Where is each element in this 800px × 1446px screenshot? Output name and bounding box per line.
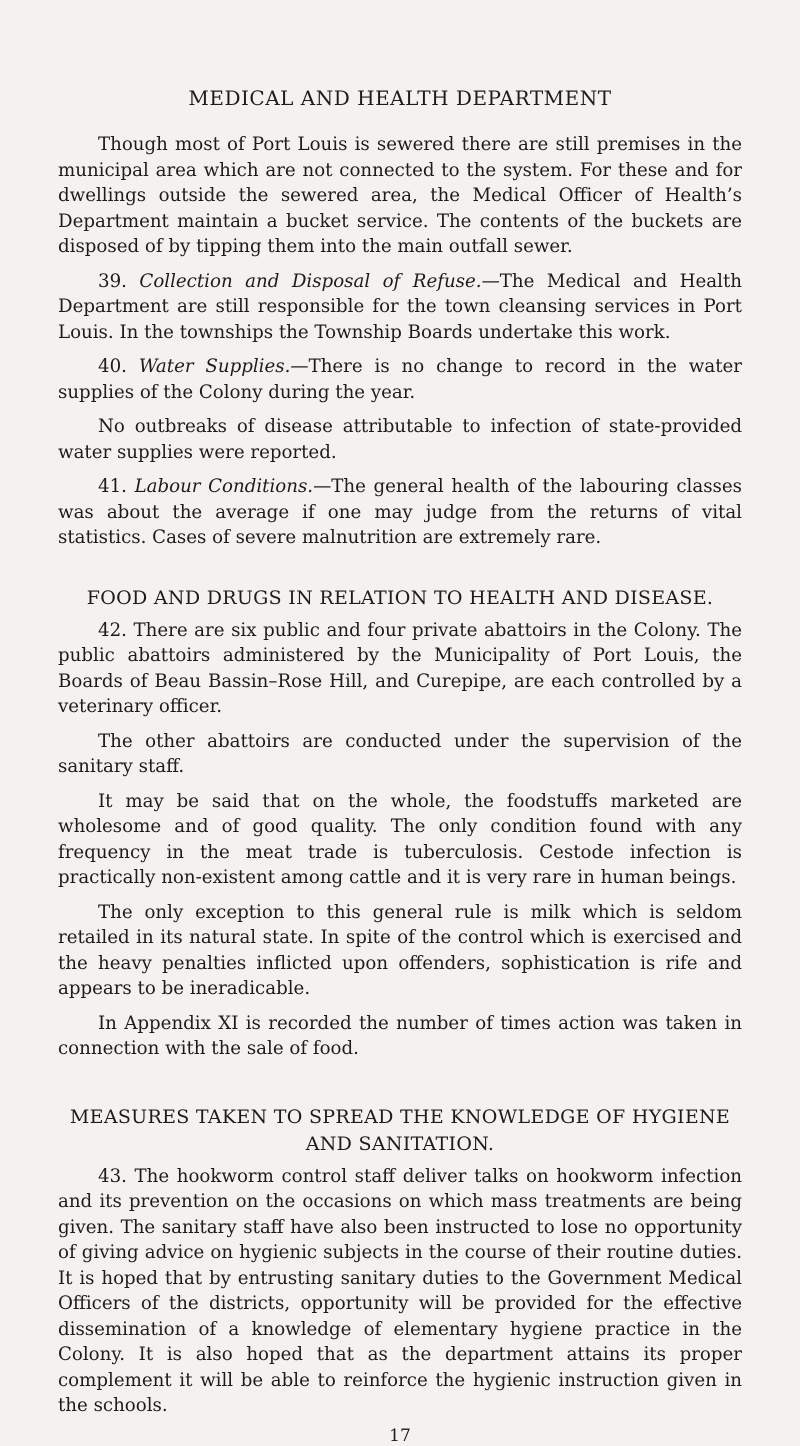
paragraph-abattoirs-supervision: The other abattoirs are conducted under the supervision of the sanitary staff. [58,730,742,777]
paragraph-43: 43. The hookworm control staff deliver talks on hookworm infection and its prevention on the occasions on which mass treatments are being given. The sanitary staff have also been instructed to lose no opportunity of giving advice on hygienic subjects in the course of their routine duties. It is hoped that by entrusting sanitary duties to the Government Medical Officers of the districts, opportunity will be provided for the effective dissemination of a knowledge of elementary hygiene practice in the Colony. It is also hoped that as the department attains its proper complement it will be able to reinforce the hygienic instruction given in the schools. [58,1165,742,1416]
paragraph-number: 41. [98,476,127,497]
paragraph-text: —The general health of the labouring classes was about the average if one may judge from the returns of vital statistics. Cases of severe malnutrition are extremely rare. [58,476,742,548]
running-head: MEDICAL AND HEALTH DEPARTMENT [188,86,612,110]
paragraph-39 [58,269,742,346]
section-heading-line: MEASURES TAKEN TO SPREAD THE KNOWLEDGE OF HYGIENE [69,1105,731,1128]
paragraph-text: —The Medical and Health Department are still responsible for the town cleansing services in Port Louis. In the townships the Township Boards undertake this work. [58,270,742,343]
paragraph-appendix-reference: In Appendix XI is recorded the number of times action was taken in connection with the sale of food. [58,1012,742,1059]
paragraph-foodstuffs-quality: It may be said that on the whole, the foodstuffs marketed are wholesome and of good quality. The only condition found with any frequency in the meat trade is tuberculosis. Cestode infection is practically non-existent among cattle and it is very rare in human beings. [58,790,742,888]
paragraph-text: —There is no change to record in the water supplies of the Colony during the year. [58,356,742,403]
paragraph-title: Water Supplies. [138,356,291,377]
section-heading-line: AND SANITATION. [305,1132,495,1155]
paragraph-42: 42. There are six public and four private abattoirs in the Colony. The public abattoirs administered by the Municipality of Port Louis, the Boards of Beau Bassin–Rose Hill, and Curepipe, are each controlled by a veterinary officer. [58,619,742,717]
paragraph-41 [58,474,742,551]
paragraph-milk-exception: The only exception to this general rule is milk which is seldom retailed in its natural state. In spite of the control which is exercised and the heavy penalties inflicted upon offenders, sophistication is rife and appears to be ineradicable. [58,901,742,999]
section-heading-hygiene-measures [58,1104,742,1158]
paragraph-40-followup: No outbreaks of disease attributable to infection of state-provided water supplies were reported. [58,416,742,463]
paragraph-number: 40. [98,356,127,377]
section-heading-food-and-drugs: FOOD AND DRUGS IN RELATION TO HEALTH AND DISEASE. [86,586,714,609]
paragraph-title: Collection and Disposal of Refuse. [139,270,482,292]
paragraph-40 [58,354,742,405]
intro-paragraph: Though most of Port Louis is sewered there are still premises in the municipal area which are not connected to the system. For these and for dwellings outside the sewered area, the Medical Officer of Health’s Department maintain a bucket service. The contents of the buckets are disposed of by tipping them into the main outfall sewer. [58,134,742,257]
paragraph-number: 39. [98,270,127,292]
page-number: 17 [389,1425,411,1446]
paragraph-title: Labour Conditions. [134,476,314,497]
